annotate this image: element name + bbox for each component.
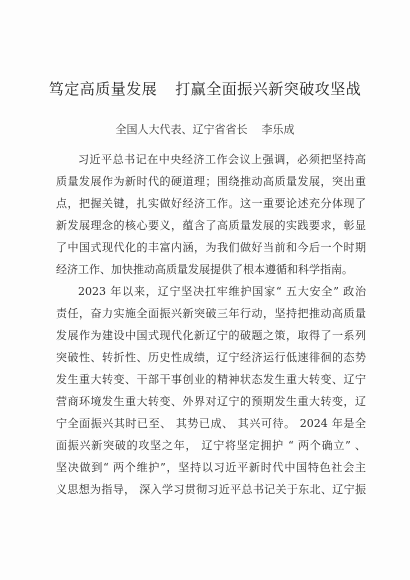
text-line: 面振兴新突破的攻坚之年， 辽宁将坚定拥护 “ 两个确立” 、 [56, 439, 366, 452]
paragraph-1 [56, 149, 366, 281]
text-line: 发展作为建设中国式现代化新辽宁的破题之策，取得了一系列 [56, 329, 366, 342]
article-body [56, 149, 366, 501]
text-line: 宁全面振兴其时已至、 其势已成、 其兴可待。 2024 年是全 [56, 417, 366, 430]
text-line: 2023 年以来，辽宁坚决扛牢维护国家“ 五大安全” 政治 [78, 285, 366, 298]
text-line: 习近平总书记在中央经济工作会议上强调，必须把坚持高 [78, 153, 366, 166]
text-line: 经济工作、加快推动高质量发展提供了根本遵循和科学指南。 [56, 263, 353, 276]
text-line: 坚决做到“ 两个维护”，坚持以习近平新时代中国特色社会主 [56, 461, 366, 474]
title-part-1: 笃定高质量发展 [48, 80, 158, 98]
author-name: 李乐成 [261, 123, 295, 136]
author-role: 全国人大代表、辽宁省省长 [115, 123, 248, 136]
text-line: 营商环境发生重大转变、外界对辽宁的预期发生重大转变，辽 [56, 395, 366, 408]
text-line: 点，把握关键，扎实做好经济工作。这一重要论述充分体现了 [56, 197, 366, 210]
text-line: 责任，奋力实施全面振兴新突破三年行动，坚持把推动高质量 [56, 307, 366, 320]
title-part-2: 打赢全面振兴新突破攻坚战 [175, 80, 362, 98]
text-line: 义思想为指导， 深入学习贯彻习近平总书记关于东北、辽宁振 [56, 483, 366, 496]
text-line: 新发展理念的核心要义，蕴含了高质量发展的实践要求，彰显 [56, 219, 366, 232]
paragraph-2 [56, 281, 366, 501]
text-line: 了中国式现代化的丰富内涵，为我们做好当前和今后一个时期 [56, 241, 366, 254]
text-line: 发生重大转变、干部干事创业的精神状态发生重大转变、辽宁 [56, 373, 366, 386]
author-byline [0, 121, 410, 137]
article-title [0, 78, 410, 99]
text-line: 突破性、转折性、历史性成绩，辽宁经济运行低速徘徊的态势 [56, 351, 366, 364]
text-line: 质量发展作为新时代的硬道理；围绕推动高质量发展，突出重 [56, 175, 366, 188]
